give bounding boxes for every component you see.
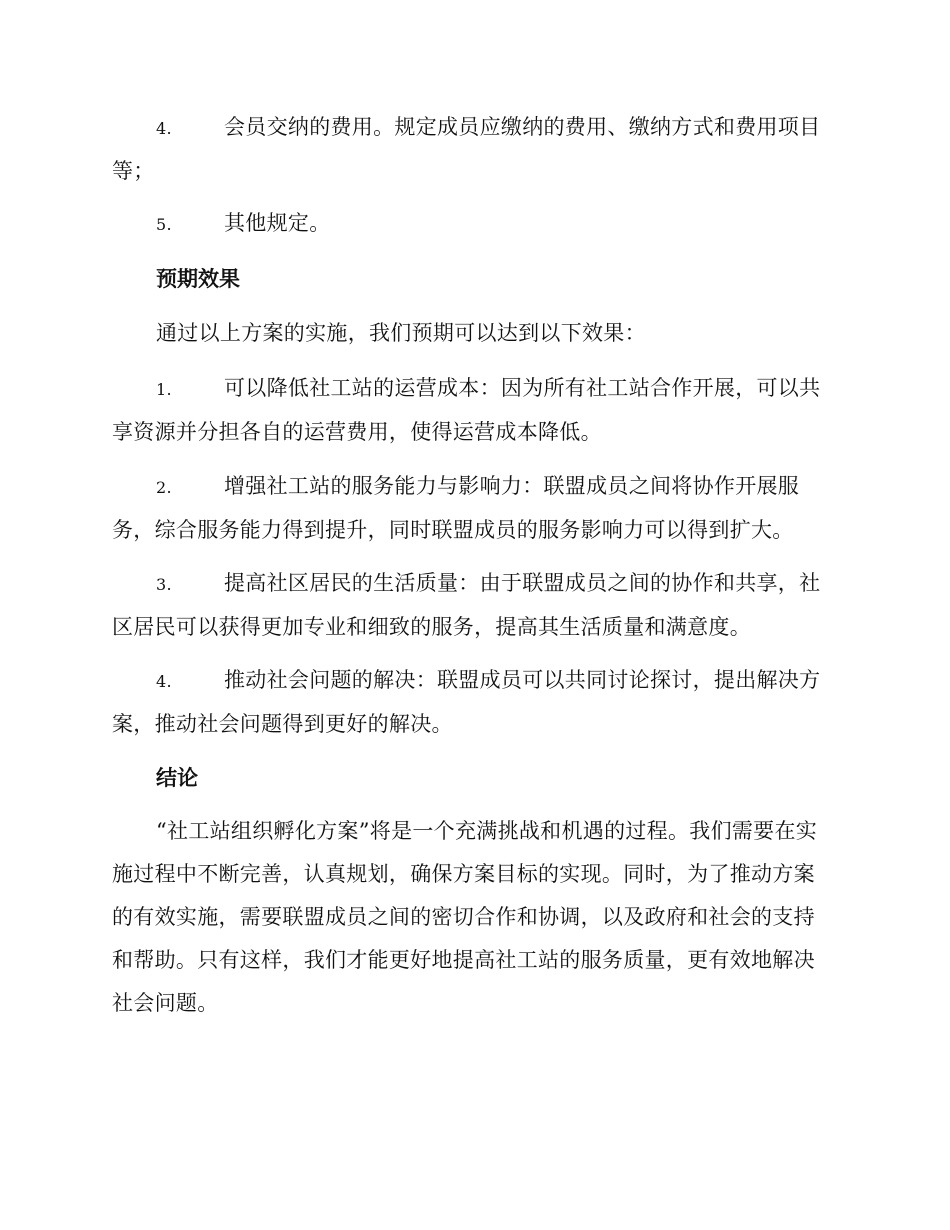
list-item-text: 推动社会问题的解决：联盟成员可以共同讨论探讨，提出解决方案，推动社会问题得到更好的解决。 — [112, 668, 821, 736]
list-item — [112, 465, 834, 552]
section-heading-conclusion: 结论 — [156, 766, 198, 790]
list-item-text: 提高社区居民的生活质量：由于联盟成员之间的协作和共享，社区居民可以获得更加专业和细致的服务，提高其生活质量和满意度。 — [112, 571, 821, 639]
conclusion-paragraph: “社工站组织孵化方案”将是一个充满挑战和机遇的过程。我们需要在实施过程中不断完善，认真规划，确保方案目标的实现。同时，为了推动方案的有效实施，需要联盟成员之间的密切合作和协调，以及政府和社会的支持和帮助。只有这样，我们才能更好地提高社工站的服务质量，更有效地解决社会问题。 — [112, 819, 818, 1015]
list-item — [112, 367, 834, 454]
list-item — [112, 562, 834, 649]
list-item-text: 增强社工站的服务能力与影响力：联盟成员之间将协作开展服务，综合服务能力得到提升，同时联盟成员的服务影响力可以得到扩大。 — [112, 474, 800, 542]
list-item-number: 3. — [156, 575, 172, 594]
list-item-text: 可以降低社工站的运营成本：因为所有社工站合作开展，可以共享资源并分担各自的运营费用，使得运营成本降低。 — [112, 376, 821, 444]
section-intro-paragraph: 通过以上方案的实施，我们预期可以达到以下效果： — [156, 321, 646, 345]
list-item-text: 其他规定。 — [224, 211, 331, 235]
section-heading-effect: 预期效果 — [156, 267, 240, 291]
list-item-number: 1. — [156, 380, 172, 399]
list-item-number: 2. — [156, 478, 172, 497]
list-item — [112, 106, 834, 193]
list-item-number: 4. — [156, 672, 172, 691]
list-item — [112, 202, 834, 246]
list-item — [112, 659, 834, 746]
list-item-text: 会员交纳的费用。规定成员应缴纳的费用、缴纳方式和费用项目等； — [112, 115, 821, 183]
list-item-number: 5. — [156, 215, 172, 234]
list-item-number: 4. — [156, 119, 172, 138]
